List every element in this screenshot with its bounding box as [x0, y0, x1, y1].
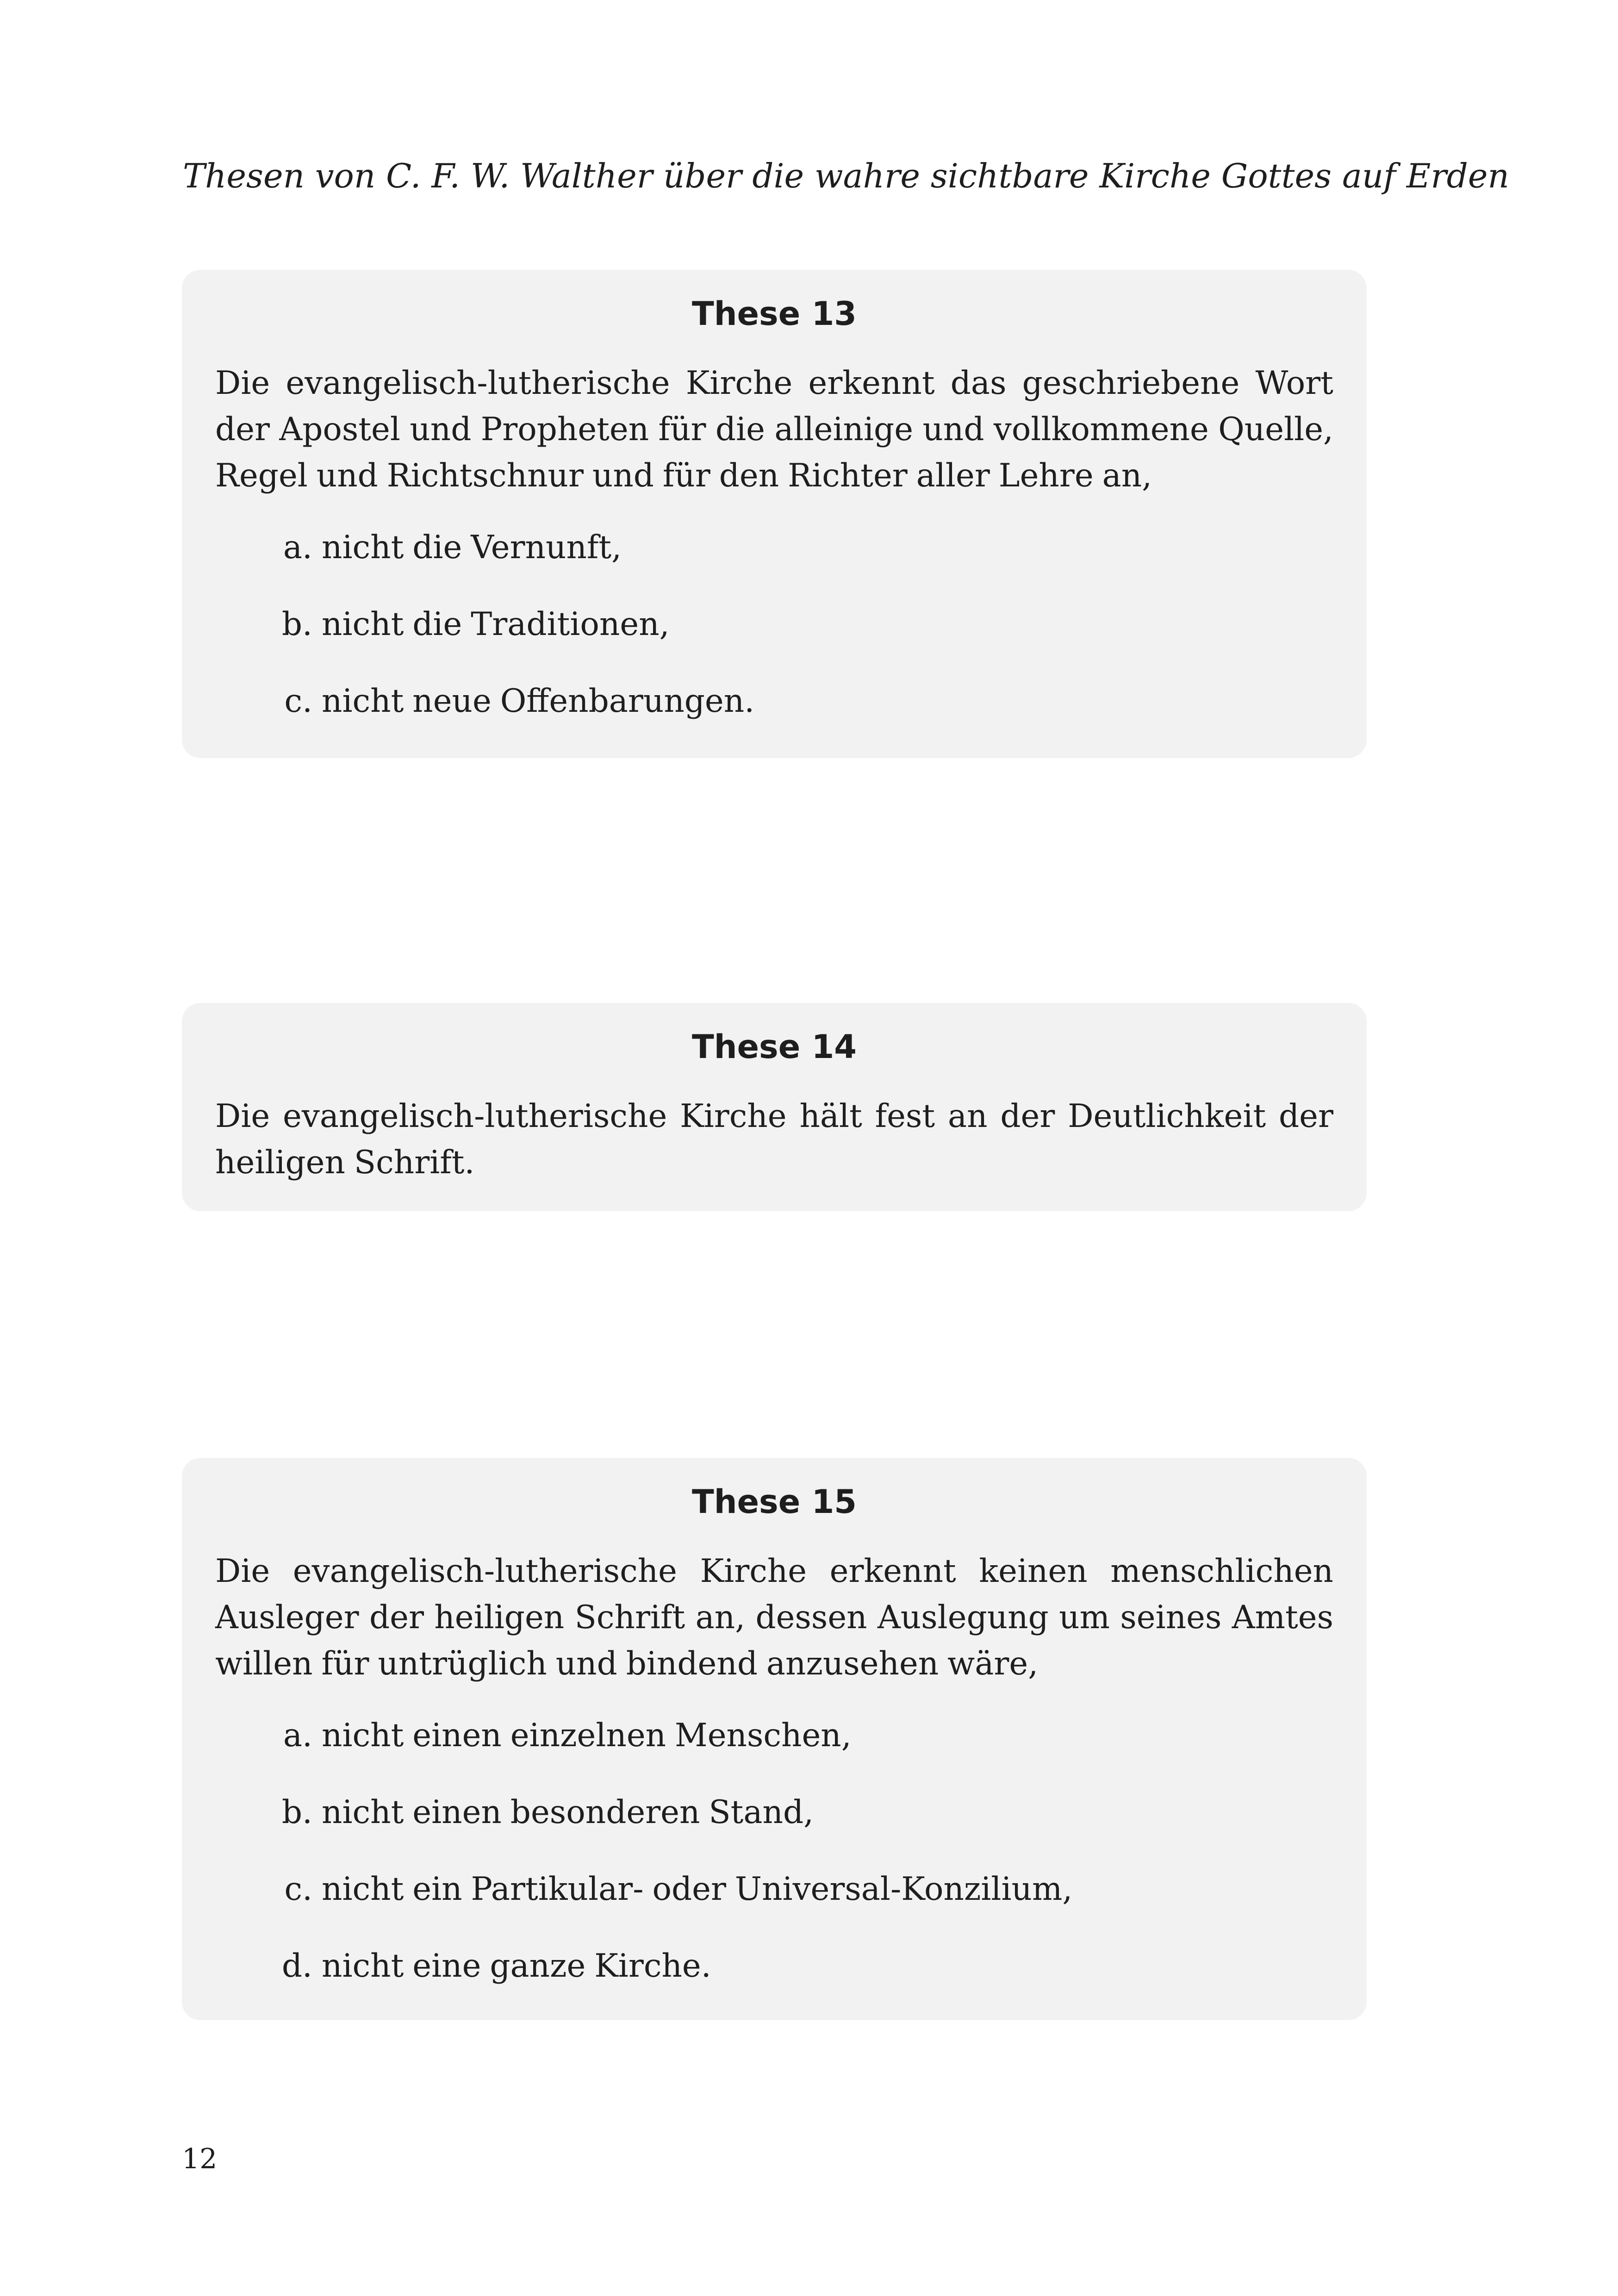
- list-item-text: nicht einen einzelnen Menschen,: [322, 1717, 852, 1754]
- list-marker: d.: [281, 1948, 312, 1985]
- thesis-box-14: [182, 1003, 1367, 1211]
- list-item-text: nicht neue Offenbarungen.: [322, 683, 755, 720]
- list-item-text: nicht ein Partikular- oder Universal-Konzilium,: [322, 1871, 1073, 1908]
- thesis-body: Die evangelisch-lutherische Kirche erkennt keinen menschlichen Ausleger der heiligen Schrift an, dessen Auslegung um seines Amtes willen für untrüglich und bindend anzusehen wäre,: [215, 1553, 1333, 1682]
- thesis-15-list: [215, 1712, 1333, 2020]
- list-item: [215, 524, 1333, 601]
- list-item: [215, 601, 1333, 678]
- list-item-text: nicht eine ganze Kirche.: [322, 1948, 711, 1985]
- list-item-text: nicht einen besonderen Stand,: [322, 1794, 814, 1831]
- list-item: [215, 1943, 1333, 2020]
- list-item: [215, 1866, 1333, 1943]
- page-number: 12: [182, 2143, 218, 2175]
- list-marker: c.: [284, 1871, 312, 1908]
- thesis-body: Die evangelisch-lutherische Kirche hält fest an der Deutlichkeit der heiligen Schrift.: [215, 1098, 1333, 1181]
- list-item: [215, 678, 1333, 755]
- list-item: [215, 1789, 1333, 1866]
- list-marker: a.: [283, 1717, 312, 1754]
- list-marker: a.: [283, 529, 312, 566]
- thesis-title: These 13: [692, 295, 857, 333]
- list-item: [215, 1712, 1333, 1789]
- list-marker: b.: [281, 606, 312, 643]
- list-marker: b.: [281, 1794, 312, 1831]
- thesis-title: These 14: [692, 1028, 857, 1066]
- list-item-text: nicht die Vernunft,: [322, 529, 622, 566]
- thesis-13-list: [215, 524, 1333, 755]
- list-item-text: nicht die Traditionen,: [322, 606, 670, 643]
- running-header: Thesen von C. F. W. Walther über die wahre sichtbare Kirche Gottes auf Erden: [183, 156, 1509, 195]
- thesis-body: Die evangelisch-lutherische Kirche erkennt das geschriebene Wort der Apostel und Propheten für die alleinige und vollkommene Quelle, Regel und Richtschnur und für den Richter aller Lehre an,: [215, 365, 1333, 494]
- list-marker: c.: [284, 683, 312, 720]
- thesis-title: These 15: [692, 1483, 857, 1521]
